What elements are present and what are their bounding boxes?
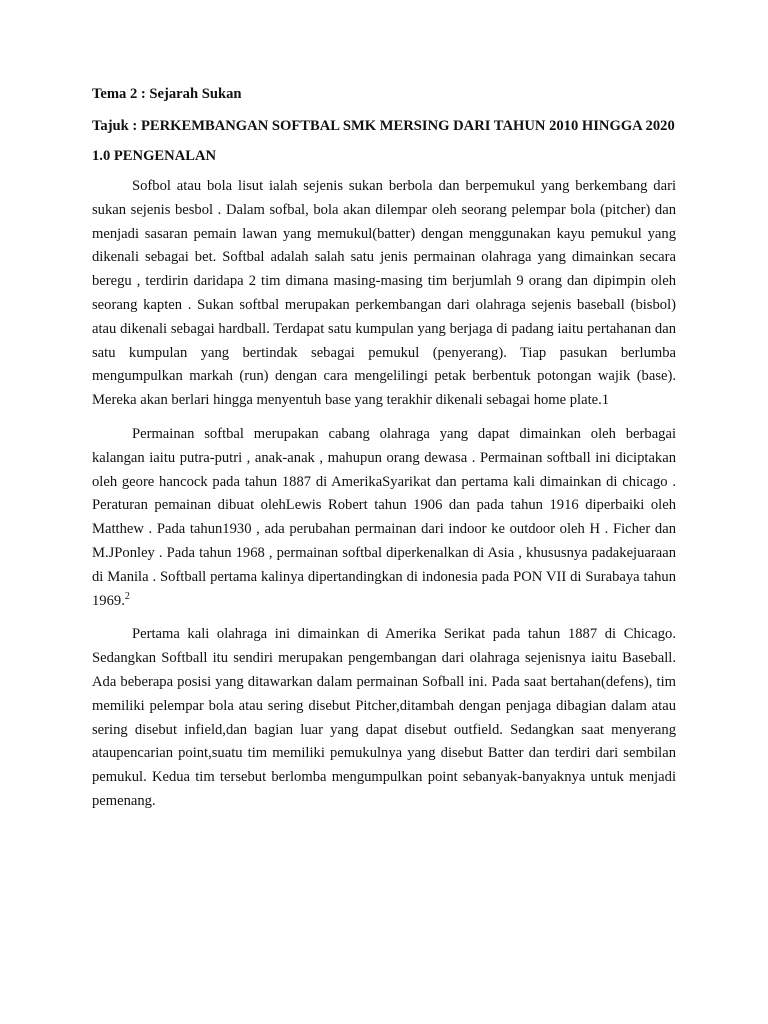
document-page [92, 80, 676, 814]
paragraph-history [92, 423, 676, 613]
paragraph-text: Permainan softbal merupakan cabang olahraga yang dapat dimainkan oleh berbagai kalangan iaitu putra-putri , anak-anak , mahupun orang dewasa . Permainan softball ini diciptakan oleh geore hancock pada tahun 1887 di AmerikaSyarikat dan pertama kali dimainkan di chicago . Peraturan pemainan dibuat olehLewis Robert tahun 1906 dan pada tahun 1916 diperbaiki oleh Matthew . Pada tahun1930 , ada perubahan permainan dari indoor ke outdoor oleh H . Ficher dan M.JPonley . Pada tahun 1968 , permainan softbal diperkenalkan di Asia , khususnya padakejuaraan di Manila . Softball pertama kalinya dipertandingkan di indonesia pada PON VII di Surabaya tahun 1969. [92, 425, 676, 609]
section-heading: 1.0 PENGENALAN [92, 148, 217, 164]
paragraph-introduction [92, 175, 676, 413]
paragraph-text: Sofbol atau bola lisut ialah sejenis sukan berbola dan berpemukul yang berkembang dari sukan sejenis besbol . Dalam sofbal, bola akan dilempar oleh seorang pelempar bola (pitcher) dan menjadi sasaran pemain lawan yang memukul(batter) dengan menggunakan kayu pemukul yang dikenali sebagai bet. Softbal adalah salah satu jenis permainan olahraga yang dimainkan secara beregu , terdirin daridapa 2 tim dimana masing-masing tim berjumlah 9 orang dan dipimpin oleh seorang kapten . Sukan softbal merupakan perkembangan dari olahraga sejenis baseball (bisbol) atau dikenali sebagai hardball. Terdapat satu kumpulan yang berjaga di padang iaitu pertahanan dan satu kumpulan yang bertindak sebagai pemukul (penyerang). Tiap pasukan berlumba mengumpulkan markah (run) dengan cara mengelilingi petak berbentuk potongan wajik (base). Mereka akan berlari hingga menyentuh base yang terakhir dikenali sebagai home plate.1 [92, 178, 676, 409]
document-title: Tajuk : PERKEMBANGAN SOFTBAL SMK MERSING DARI TAHUN 2010 HINGGA 2020 [92, 118, 675, 134]
theme-heading: Tema 2 : Sejarah Sukan [92, 86, 242, 102]
footnote-marker: 2 [124, 590, 130, 602]
paragraph-text: Pertama kali olahraga ini dimainkan di Amerika Serikat pada tahun 1887 di Chicago. Sedangkan Softball itu sendiri merupakan pengembangan dari olahraga sejenisnya iaitu Baseball. Ada beberapa posisi yang ditawarkan dalam permainan Sofball ini. Pada saat bertahan(defens), tim memiliki pelempar bola atau sering disebut Pitcher,ditambah dengan penjaga dibagian dalam atau sering disebut infield,dan bagian luar yang dapat disebut outfield. Sedangkan saat menyerang ataupencarian point,suatu tim memiliki pemukulnya yang disebut Batter dan terdiri dari sembilan pemukul. Kedua tim tersebut berlomba mengumpulkan point sebanyak-banyaknya untuk menjadi pemenang. [92, 626, 676, 809]
paragraph-positions [92, 623, 676, 813]
